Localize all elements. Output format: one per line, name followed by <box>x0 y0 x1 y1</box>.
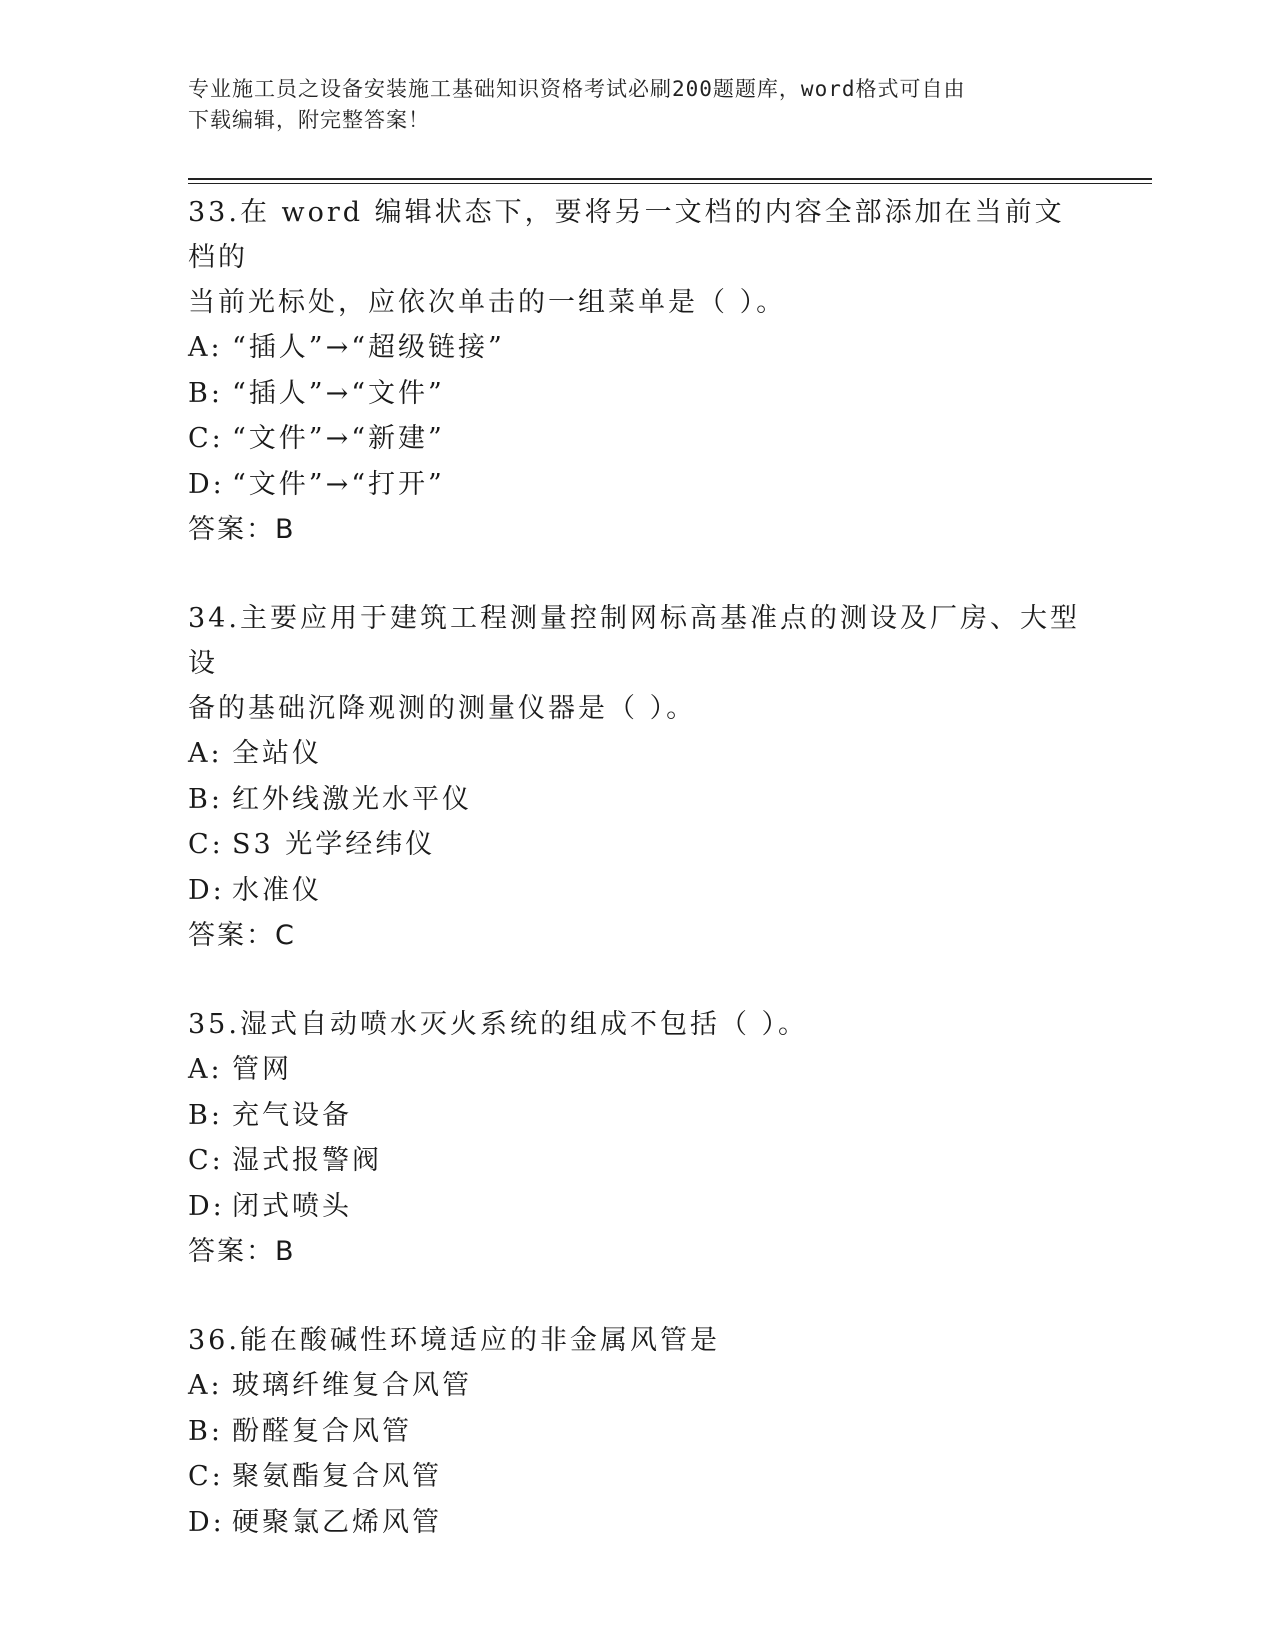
option-text: 充气设备 <box>232 1099 352 1131</box>
answer-line: 答案：B <box>188 1236 296 1267</box>
header-divider-thin <box>188 183 1152 184</box>
option-text: 全站仪 <box>232 738 322 769</box>
option-d <box>188 868 1088 914</box>
option-b <box>188 1093 1088 1139</box>
option-text: “文件”→“新建” <box>232 423 445 454</box>
option-a <box>188 1363 1088 1409</box>
answer-line: 答案：B <box>188 514 296 545</box>
header-divider-thick <box>188 178 1152 180</box>
option-text: 管网 <box>232 1054 292 1085</box>
option-text: 水准仪 <box>232 874 322 906</box>
option-c <box>188 1454 1088 1500</box>
header-line-2: 下载编辑，附完整答案！ <box>188 108 430 132</box>
option-b <box>188 777 1088 823</box>
question-stem-line: 33.在 word 编辑状态下，要将另一文档的内容全部添加在当前文档的 <box>188 197 1065 273</box>
option-letter: C: <box>188 423 224 454</box>
option-letter: D: <box>188 874 225 906</box>
option-letter: A: <box>188 1370 223 1401</box>
option-text: “文件”→“打开” <box>232 468 445 500</box>
option-d <box>188 1184 1088 1230</box>
question-35 <box>188 1002 1088 1274</box>
option-letter: B: <box>188 783 223 815</box>
question-stem-line: 35.湿式自动喷水灭火系统的组成不包括（ ）。 <box>188 1009 809 1040</box>
option-letter: C: <box>188 1461 224 1492</box>
question-list <box>188 190 1088 1589</box>
question-33 <box>188 190 1088 552</box>
option-letter: B: <box>188 377 223 409</box>
option-b <box>188 1409 1088 1455</box>
answer-line: 答案：C <box>188 920 296 951</box>
option-letter: D: <box>188 1506 225 1538</box>
option-text: 湿式报警阀 <box>232 1145 382 1176</box>
option-letter: B: <box>188 1415 223 1447</box>
option-text: 聚氨酯复合风管 <box>232 1461 442 1492</box>
option-letter: A: <box>188 738 223 769</box>
option-c <box>188 416 1088 462</box>
option-letter: A: <box>188 1054 223 1085</box>
question-36 <box>188 1318 1088 1545</box>
option-letter: D: <box>188 1190 225 1222</box>
option-letter: B: <box>188 1099 223 1131</box>
question-34 <box>188 596 1088 958</box>
option-text: “插人”→“超级链接” <box>232 332 505 363</box>
option-d <box>188 462 1088 508</box>
option-text: “插人”→“文件” <box>232 377 445 409</box>
option-text: 酚醛复合风管 <box>232 1415 412 1447</box>
header-line-1: 专业施工员之设备安装施工基础知识资格考试必刷200题题库，word格式可自由 <box>188 77 966 101</box>
question-stem-line: 36.能在酸碱性环境适应的非金属风管是 <box>188 1325 720 1356</box>
option-a <box>188 1047 1088 1093</box>
option-text: 玻璃纤维复合风管 <box>232 1370 472 1401</box>
question-stem-line: 当前光标处，应依次单击的一组菜单是（ ）。 <box>188 287 787 318</box>
document-header <box>188 74 1068 136</box>
option-letter: C: <box>188 829 224 860</box>
option-text: 红外线激光水平仪 <box>232 783 472 815</box>
option-text: 闭式喷头 <box>232 1190 352 1222</box>
option-a <box>188 325 1088 371</box>
question-stem-line: 34.主要应用于建筑工程测量控制网标高基准点的测设及厂房、大型设 <box>188 603 1080 679</box>
option-text: S3 光学经纬仪 <box>232 829 436 860</box>
option-c <box>188 822 1088 868</box>
option-letter: C: <box>188 1145 224 1176</box>
question-stem-line: 备的基础沉降观测的测量仪器是（ ）。 <box>188 693 697 724</box>
option-b <box>188 371 1088 417</box>
option-text: 硬聚氯乙烯风管 <box>232 1506 442 1538</box>
option-letter: D: <box>188 468 225 500</box>
option-letter: A: <box>188 332 223 363</box>
option-a <box>188 731 1088 777</box>
option-d <box>188 1500 1088 1546</box>
option-c <box>188 1138 1088 1184</box>
